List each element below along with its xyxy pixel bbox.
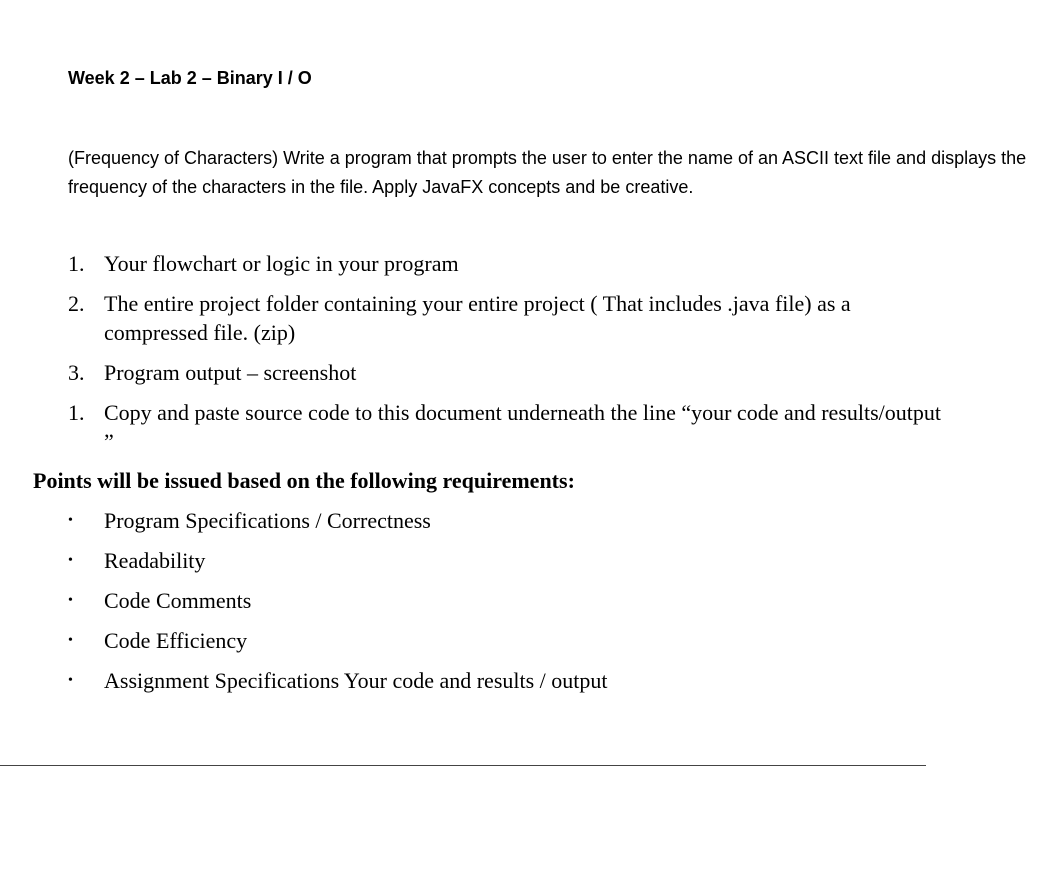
deliverable-text: Program output – screenshot — [104, 360, 357, 385]
assignment-description: (Frequency of Characters) Write a program that prompts the user to enter the name of an ASCII text file and displays the frequency of the characters in the file. Apply JavaFX concepts and be creative. — [68, 148, 1027, 197]
requirement-text: Code Comments — [104, 588, 252, 613]
requirement-text: Assignment Specifications Your code and results / output — [104, 668, 608, 693]
deliverable-number: 3. — [68, 360, 85, 385]
document-title: Week 2 – Lab 2 – Binary I / O — [68, 68, 312, 88]
bullet-icon: • — [68, 553, 73, 568]
deliverable-number: 1. — [68, 400, 85, 425]
bullet-icon: • — [68, 673, 73, 688]
requirement-text: Program Specifications / Correctness — [104, 508, 431, 533]
bullet-icon: • — [68, 593, 73, 608]
bullet-icon: • — [68, 633, 73, 648]
deliverable-number: 2. — [68, 291, 85, 316]
deliverable-text: Copy and paste source code to this document underneath the line “your code and results/output ” — [104, 400, 941, 454]
deliverable-text: Your flowchart or logic in your program — [104, 251, 459, 276]
deliverable-text: The entire project folder containing your entire project ( That includes .java file) as a compressed file. (zip) — [104, 291, 851, 345]
deliverable-number: 1. — [68, 251, 85, 276]
requirement-text: Readability — [104, 548, 206, 573]
horizontal-divider — [0, 765, 926, 766]
points-heading: Points will be issued based on the following requirements: — [33, 468, 575, 493]
requirement-text: Code Efficiency — [104, 628, 248, 653]
bullet-icon: • — [68, 513, 73, 528]
